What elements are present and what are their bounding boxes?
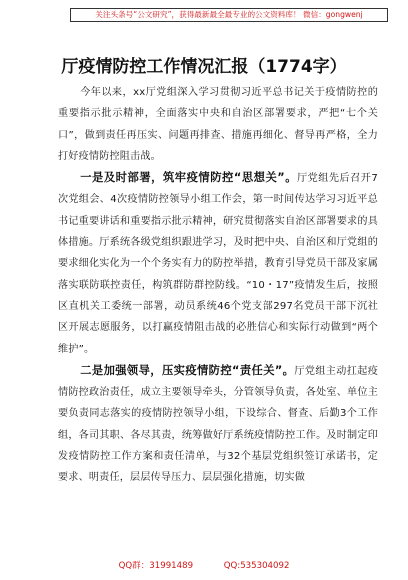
section-ideology-paragraph <box>58 167 378 360</box>
promo-banner: 关注头条号“公文研究”，获得最新最全最专业的公文资料库！ 微信：gongwenj <box>70 8 388 22</box>
section-responsibility-paragraph <box>58 360 378 489</box>
document-title: 厅疫情防控工作情况汇报（1774字） <box>61 57 347 77</box>
section-heading: 一是及时部署，筑牢疫情防控“思想关”。 <box>80 171 298 185</box>
paragraph-text: 厅党组先后召开7次党组会、4次疫情防控领导小组工作会，第一时间传达学习习近平总书记重要讲话和重要指示批示精神，研究贯彻落实自治区部署要求的具体措施。厅系统各级党组织跟进学习，及时把中央、自治区和厅党组的要求细化实化为一个个务实有力的防控举措，教育引导党员干部及家属落实联防联控责任，构筑群防群控防线。“10・17”疫情发生后，按照区直机关工委统一部署，动员系统46个党支部297名党员干部下沉社区开展志愿服务，以打赢疫情阻击战的必胜信心和实际行动做到“两个维护”。 <box>58 173 378 355</box>
intro-paragraph <box>58 82 378 167</box>
section-heading: 二是加强领导，压实疫情防控“责任关”。 <box>80 363 295 377</box>
document-body <box>58 82 378 489</box>
footer-qq: QQ:535304092 <box>223 561 290 571</box>
paragraph-text: 厅党组主动扛起疫情防控政治责任，成立主要领导牵头，分管领导负责，各处室、单位主要负责同志落实的疫情防控领导小组，下设综合、督查、后勤3个工作组，各司其职、各尽其责，统筹做好厅系统疫情防控工作。及时制定印发疫情防控工作方案和责任清单，与32个基层党组织签订承诺书，定要求、明责任，层层传导压力、层层强化措施，切实做 <box>58 365 378 484</box>
page-footer <box>0 559 408 571</box>
paragraph-text: 今年以来，xx厅党组深入学习贯彻习近平总书记关于疫情防控的重要指示批示精神，全面落实中央和自治区部署要求，严把“七个关口”，做到责任再压实、问题再排查、措施再细化、督导再严格，全力打好疫情防控阻击战。 <box>58 87 378 162</box>
footer-qq-group: QQ群：31991489 <box>118 561 194 571</box>
